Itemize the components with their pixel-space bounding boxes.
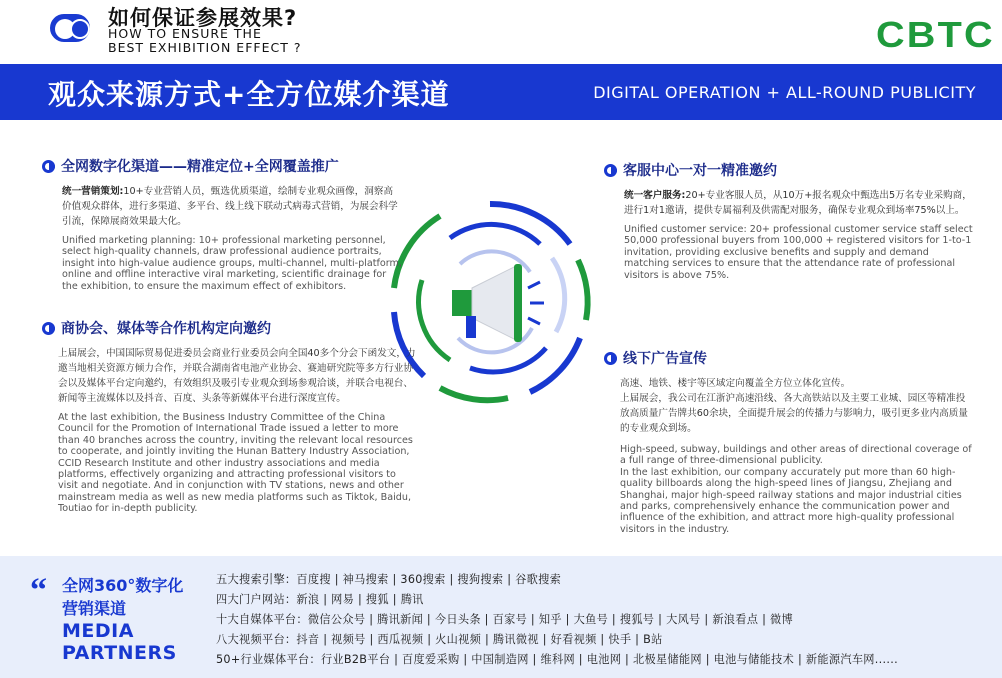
cbtc-logo: CBTC [876, 14, 995, 55]
section-service-title: 客服中心一对一精准邀约 [604, 160, 974, 180]
section-service [604, 160, 974, 281]
media-title-cn-line2: 营销渠道 [62, 599, 127, 618]
section-association-cn: 上届展会，中国国际贸易促进委员会商业行业委员会向全国40多个分会下函发文，力邀当地相关资源方倾力合作，并联合湖南省电池产业协会、赛迪研究院等多方行业协会以及媒体平台定向邀约，有效组织及吸引专业观众到场参观洽谈，并联合电视台、新闻等主流媒体以及抖音、百度、头条等新媒体平台进行深度宣传。 [58, 348, 416, 404]
media-title-cn [62, 574, 183, 620]
section-digital [42, 156, 402, 292]
banner-title-cn: 观众来源方式+全方位媒介渠道 [48, 78, 450, 111]
media-title-cn-line1: 全网360°数字化 [62, 576, 184, 595]
section-service-cn: 统一客户服务:20+专业客服人员，从10万+报名观众中甄选出5万名专业采购商，进行1对1邀请，提供专属福利及供需配对服务，确保专业观众到场率75%以上。 [624, 190, 972, 216]
section-offline-cn1: 高速、地铁、楼宇等区域定向覆盖全方位立体化宣传。 [620, 378, 851, 389]
media-row: 八大视频平台：抖音 | 视频号 | 西瓜视频 | 火山视频 | 腾讯微视 | 好看视频 | 快手 | B站 [216, 633, 663, 646]
media-row: 十大自媒体平台：微信公众号 | 腾讯新闻 | 今日头条 | 百家号 | 知乎 | 大鱼号 | 搜狐号 | 大风号 | 新浪看点 | 微博 [216, 613, 794, 626]
section-digital-title: 全网数字化渠道——精准定位+全网覆盖推广 [42, 156, 402, 176]
section-association-en: At the last exhibition, the Business Industry Committee of the China Council for the Promotion of International Trade issued a letter to more than 40 branches across the country, inviting the relevant local resources to cooperate, and jointly inviting the Hunan Battery Industry Association, CCID Research Institute and other industry associations and media platforms, effectively organizing and attracting professional visitors to visit and negotiate. And in conjunction with TV stations, news and other mainstream media as well as new media platforms such as Tiktok, Baidu, Toutiao for in-depth publicity. [58, 412, 413, 515]
media-title-en-line1: MEDIA [62, 620, 134, 642]
section-offline-en2: In the last exhibition, our company accurately put more than 60 high-quality billboards along the high-speed lines of Jiangsu, Zhejiang and Shanghai, major high-speed railway stations and major industrial cities and parks, comprehensively enhance the communication power and influence of the exhibition, and attract more high-quality professional visitors in the industry. [620, 466, 962, 535]
media-row: 五大搜索引擎：百度搜 | 神马搜索 | 360搜索 | 搜狗搜索 | 谷歌搜索 [216, 573, 562, 586]
banner-title-en: DIGITAL OPERATION + ALL-ROUND PUBLICITY [593, 83, 976, 102]
bullet-icon [42, 160, 55, 173]
section-digital-cn: 统一营销策划:10+专业营销人员，甄选优质渠道，绘制专业观众画像，洞察高价值观众群体，进行多渠道、多平台、线上线下联动式病毒式营销，为展会科学引流，保障展商效果最大化。 [62, 186, 398, 227]
section-offline-en1: High-speed, subway, buildings and other areas of directional coverage of a full range of three-dimensional publicity. [620, 444, 972, 467]
section-association [42, 318, 416, 515]
section-offline-title: 线下广告宣传 [604, 348, 972, 368]
section-offline-cn2: 上届展会，我公司在江浙沪高速沿线、各大高铁站以及主要工业城、园区等精准投放高质量广告牌共60余块，全面提升展会的传播力与影响力，吸引更多业内高质量的专业观众到场。 [620, 393, 968, 434]
media-list [216, 570, 996, 670]
section-association-title: 商协会、媒体等合作机构定向邀约 [42, 318, 416, 338]
bullet-icon [604, 352, 617, 365]
header [0, 0, 1002, 64]
banner [0, 64, 1002, 120]
media-title-en-line2: PARTNERS [62, 642, 177, 664]
quote-icon: “ [30, 572, 47, 609]
media-title-en [62, 620, 177, 664]
bullet-icon [42, 322, 55, 335]
media-row: 50+行业媒体平台：行业B2B平台 | 百度爱采购 | 中国制造网 | 维科网 | 电池网 | 北极星储能网 | 电池与储能技术 | 新能源汽车网...... [216, 653, 898, 666]
media-row: 四大门户网站：新浪 | 网易 | 搜狐 | 腾讯 [216, 593, 424, 606]
header-title-en-line2: BEST EXHIBITION EFFECT ? [108, 40, 302, 55]
header-title-en [108, 27, 301, 55]
section-digital-en: Unified marketing planning: 10+ professional marketing personnel, select high-quality channels, draw professional audience portraits, insight into high-value audience groups, multi-channel, multi-platform, online and offline interactive viral marketing, scientific drainage for the exhibition, to ensure the maximum effect of exhibitors. [62, 235, 402, 292]
toggle-icon [50, 14, 90, 42]
section-offline [604, 348, 972, 535]
header-title-cn: 如何保证参展效果? [108, 6, 298, 30]
section-service-en: Unified customer service: 20+ professional customer service staff select 50,000 professional buyers from 100,000 + registered visitors for 1-to-1 invitation, providing exclusive benefits and supply and demand matching services to ensure that the attendance rate of professional visitors is above 75%. [624, 224, 973, 281]
bullet-icon [604, 164, 617, 177]
header-title-en-line1: HOW TO ENSURE THE [108, 26, 262, 41]
